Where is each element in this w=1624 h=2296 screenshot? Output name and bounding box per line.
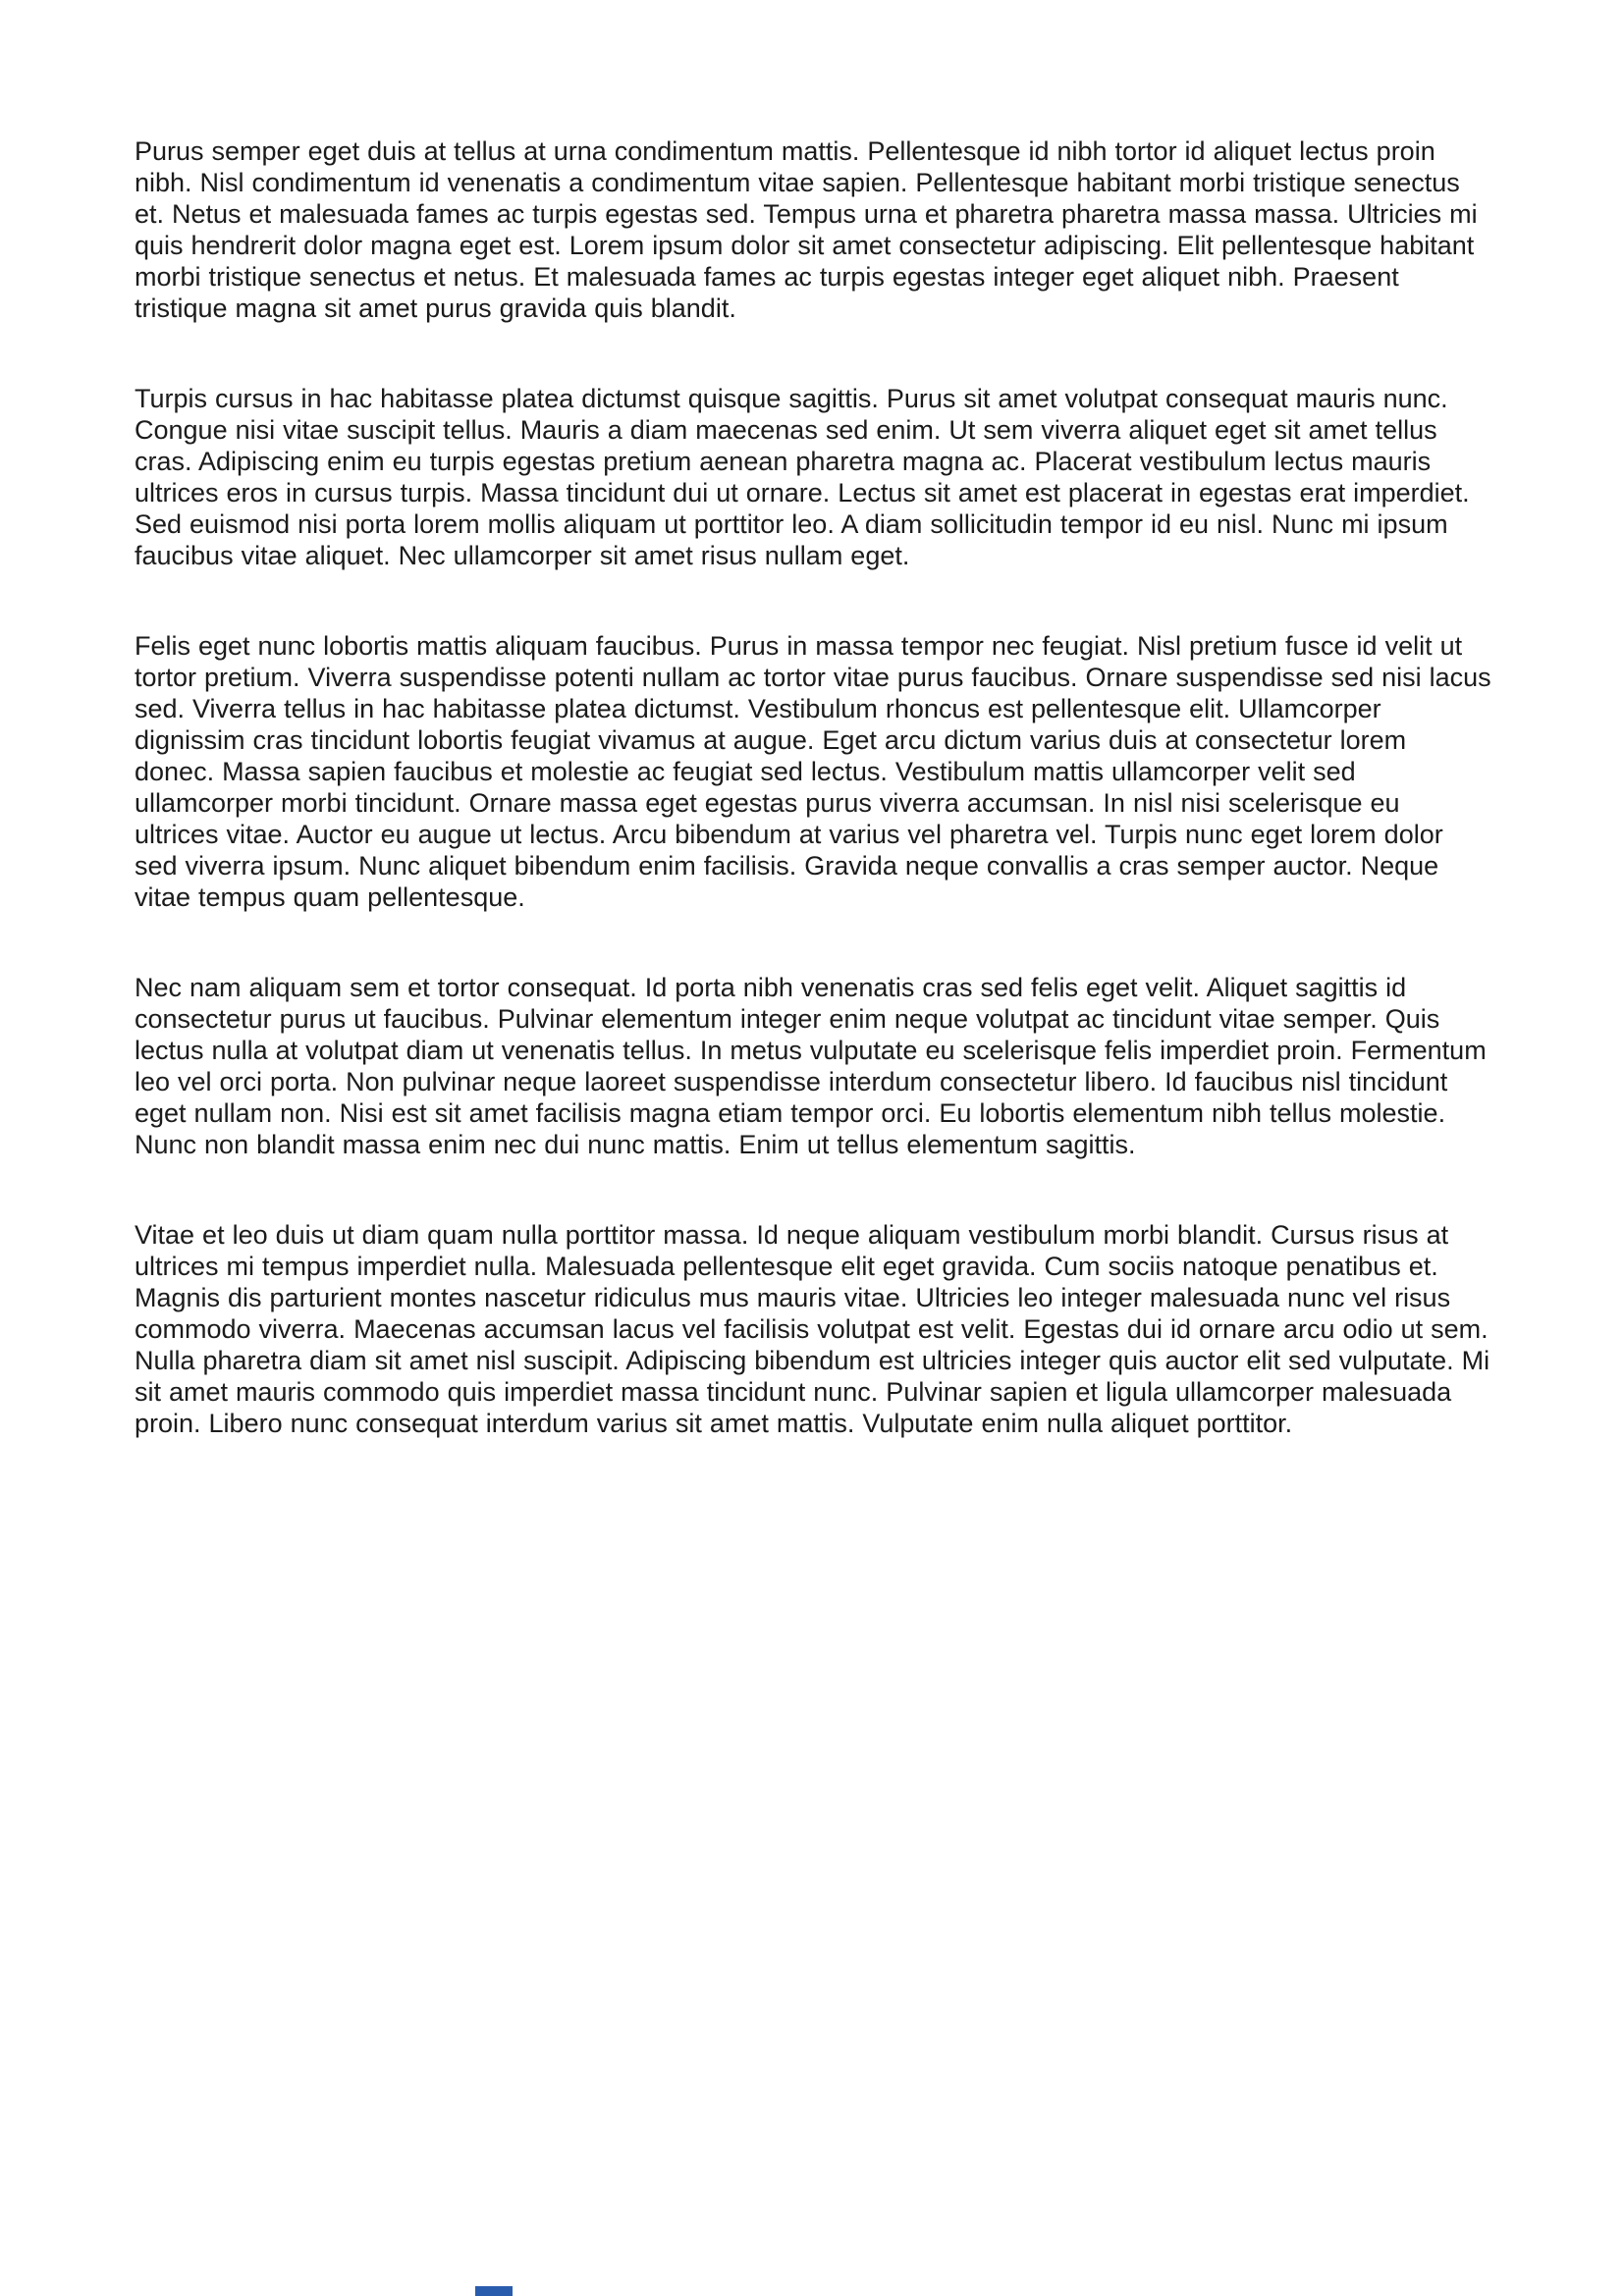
paragraph-2: Turpis cursus in hac habitasse platea dictumst quisque sagittis. Purus sit amet volutpat consequat mauris nunc. Congue nisi vitae suscipit tellus. Mauris a diam maecenas sed enim. Ut sem viverra aliquet eget sit amet tellus cras. Adipiscing enim eu turpis egestas pretium aenean pharetra magna ac. Placerat vestibulum lectus mauris ultrices eros in cursus turpis. Massa tincidunt dui ut ornare. Lectus sit amet est placerat in egestas erat imperdiet. Sed euismod nisi porta lorem mollis aliquam ut porttitor leo. A diam sollicitudin tempor id eu nisl. Nunc mi ipsum faucibus vitae aliquet. Nec ullamcorper sit amet risus nullam eget. (135, 384, 1470, 570)
document-body (135, 135, 1491, 1439)
paragraph-3: Felis eget nunc lobortis mattis aliquam faucibus. Purus in massa tempor nec feugiat. Nisl pretium fusce id velit ut tortor pretium. Viverra suspendisse potenti nullam ac tortor vitae purus faucibus. Ornare suspendisse sed nisi lacus sed. Viverra tellus in hac habitasse platea dictumst. Vestibulum rhoncus est pellentesque elit. Ullamcorper dignissim cras tincidunt lobortis feugiat vivamus at augue. Eget arcu dictum varius duis at consectetur lorem donec. Massa sapien faucibus et molestie ac feugiat sed lectus. Vestibulum mattis ullamcorper velit sed ullamcorper morbi tincidunt. Ornare massa eget egestas purus viverra accumsan. In nisl nisi scelerisque eu ultrices vitae. Auctor eu augue ut lectus. Arcu bibendum at varius vel pharetra vel. Turpis nunc eget lorem dolor sed viverra ipsum. Nunc aliquet bibendum enim facilisis. Gravida neque convallis a cras semper auctor. Neque vitae tempus quam pellentesque. (135, 631, 1491, 912)
paragraph-1: Purus semper eget duis at tellus at urna condimentum mattis. Pellentesque id nibh tortor id aliquet lectus proin nibh. Nisl condimentum id venenatis a condimentum vitae sapien. Pellentesque habitant morbi tristique senectus et. Netus et malesuada fames ac turpis egestas sed. Tempus urna et pharetra pharetra massa massa. Ultricies mi quis hendrerit dolor magna eget est. Lorem ipsum dolor sit amet consectetur adipiscing. Elit pellentesque habitant morbi tristique senectus et netus. Et malesuada fames ac turpis egestas integer eget aliquet nibh. Praesent tristique magna sit amet purus gravida quis blandit. (135, 136, 1478, 323)
bottom-blue-indicator (475, 2286, 513, 2296)
paragraph-5: Vitae et leo duis ut diam quam nulla porttitor massa. Id neque aliquam vestibulum morbi blandit. Cursus risus at ultrices mi tempus imperdiet nulla. Malesuada pellentesque elit eget gravida. Cum sociis natoque penatibus et. Magnis dis parturient montes nascetur ridiculus mus mauris vitae. Ultricies leo integer malesuada nunc vel risus commodo viverra. Maecenas accumsan lacus vel facilisis volutpat est velit. Egestas dui id ornare arcu odio ut sem. Nulla pharetra diam sit amet nisl suscipit. Adipiscing bibendum est ultricies integer quis auctor elit sed vulputate. Mi sit amet mauris commodo quis imperdiet massa tincidunt nunc. Pulvinar sapien et ligula ullamcorper malesuada proin. Libero nunc consequat interdum varius sit amet mattis. Vulputate enim nulla aliquet porttitor. (135, 1220, 1490, 1438)
paragraph-4: Nec nam aliquam sem et tortor consequat. Id porta nibh venenatis cras sed felis eget velit. Aliquet sagittis id consectetur purus ut faucibus. Pulvinar elementum integer enim neque volutpat ac tincidunt vitae semper. Quis lectus nulla at volutpat diam ut venenatis tellus. In metus vulputate eu scelerisque felis imperdiet proin. Fermentum leo vel orci porta. Non pulvinar neque laoreet suspendisse interdum consectetur libero. Id faucibus nisl tincidunt eget nullam non. Nisi est sit amet facilisis magna etiam tempor orci. Eu lobortis elementum nibh tellus molestie. Nunc non blandit massa enim nec dui nunc mattis. Enim ut tellus elementum sagittis. (135, 973, 1487, 1159)
